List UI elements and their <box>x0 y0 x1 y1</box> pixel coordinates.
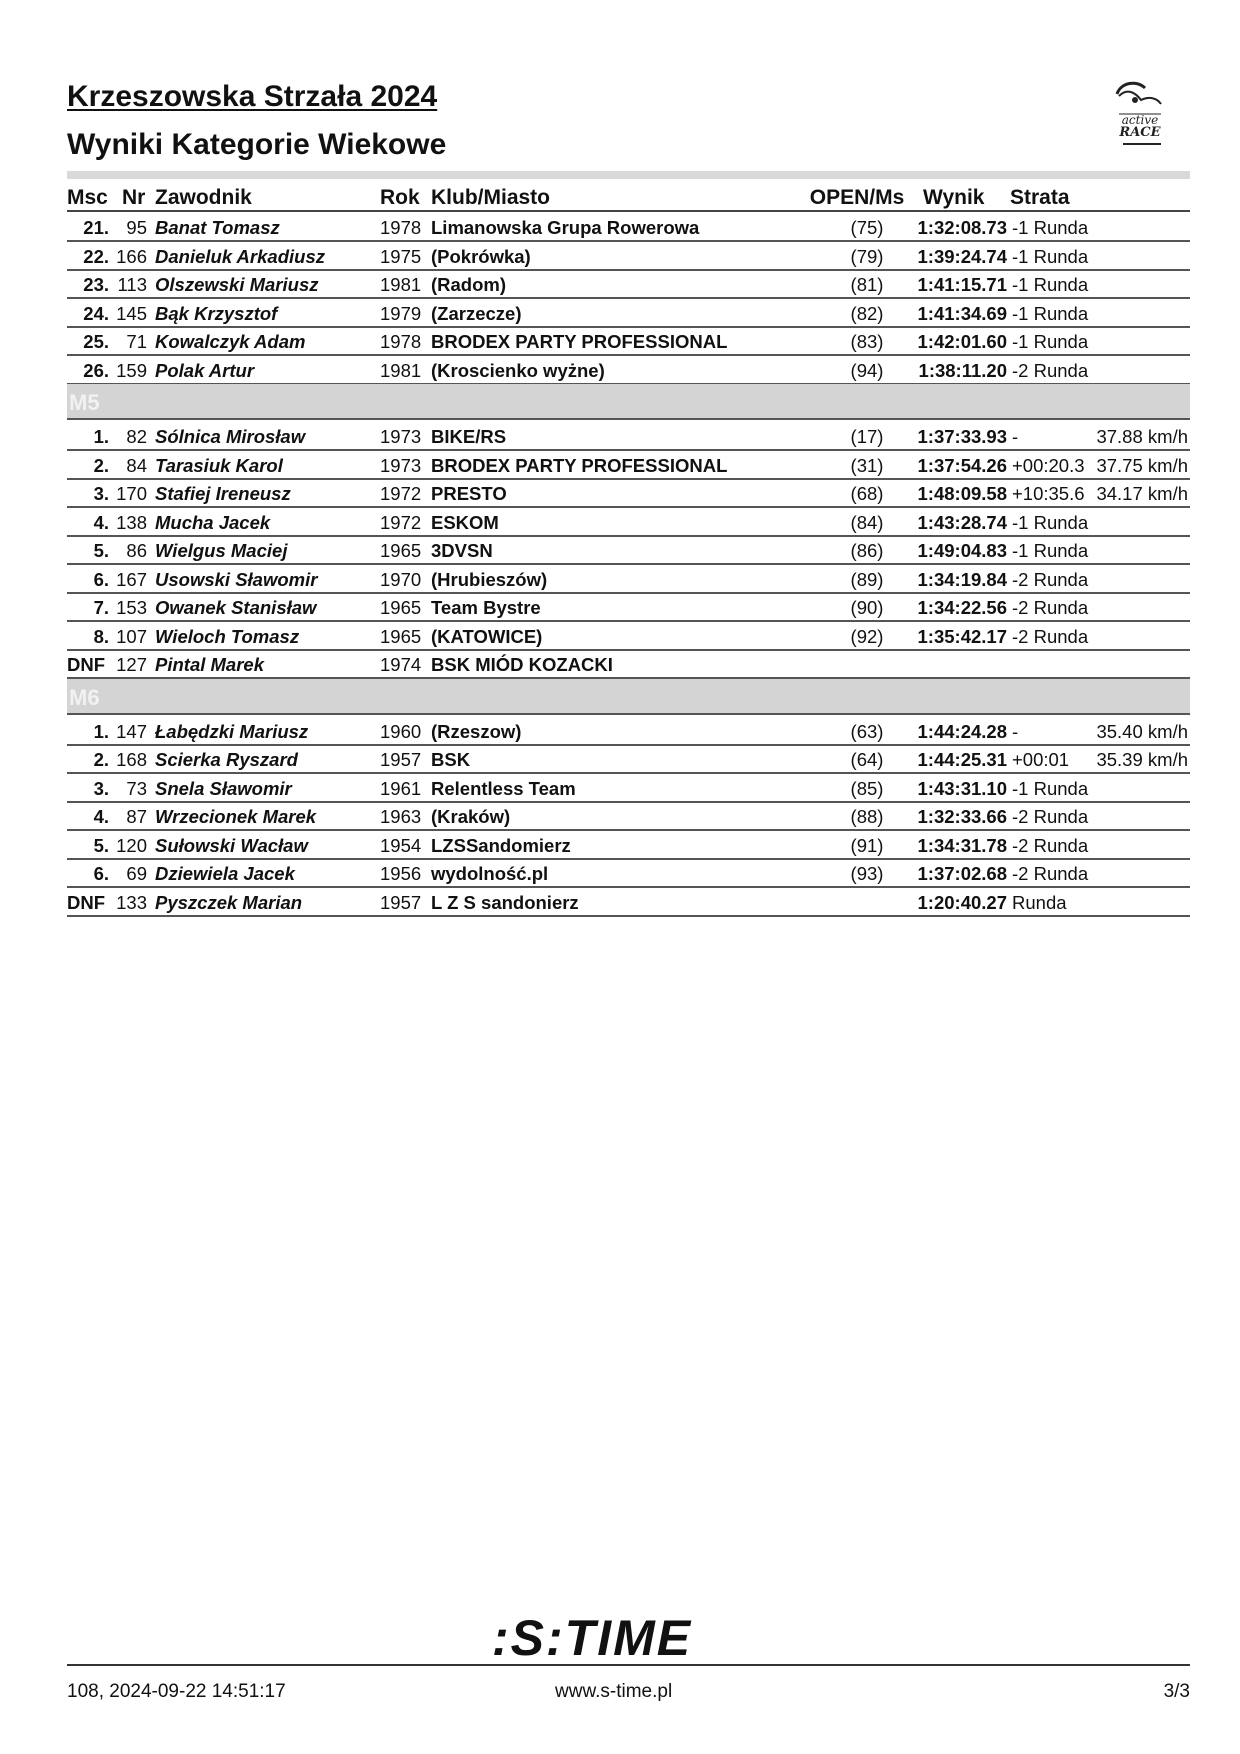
cell-strata: -2 Runda <box>1012 597 1089 618</box>
cell-name: Sólnica Mirosław <box>155 426 306 447</box>
cell-open: (91) <box>850 834 884 856</box>
cell-rok: 1965 <box>380 540 422 561</box>
table-row <box>67 536 1190 565</box>
cell-speed: 34.17 km/h <box>1096 483 1188 504</box>
cell-strata: -2 Runda <box>1012 568 1089 590</box>
table-row <box>67 831 1190 860</box>
footer-page-number: 3/3 <box>1163 1681 1190 1702</box>
cell-msc: 1. <box>93 426 109 447</box>
svg-text:active: active <box>1121 113 1159 127</box>
cell-open: (64) <box>850 749 884 770</box>
cell-name: Banat Tomasz <box>155 217 280 238</box>
cell-strata: -2 Runda <box>1012 863 1089 884</box>
table-row <box>67 327 1190 356</box>
cell-msc: DNF <box>67 891 106 913</box>
cell-open: (81) <box>850 274 884 295</box>
cell-klub: (Kraków) <box>431 806 511 827</box>
category-label: M5 <box>69 390 100 415</box>
cell-msc: 25. <box>83 331 109 352</box>
cell-rok: 1978 <box>380 217 422 238</box>
cell-wynik: 1:44:25.31 <box>917 749 1007 770</box>
cell-name: Dziewiela Jacek <box>155 863 295 884</box>
cell-wynik: 1:49:04.83 <box>917 540 1007 561</box>
table-row <box>67 422 1190 451</box>
category-header <box>67 679 1190 715</box>
cell-msc: 5. <box>93 834 109 856</box>
active-race-logo <box>1105 78 1175 150</box>
cell-msc: 3. <box>93 483 109 504</box>
table-row <box>67 356 1190 385</box>
table-row <box>67 565 1190 594</box>
cell-name: Danieluk Arkadiusz <box>155 245 325 267</box>
cell-nr: 113 <box>117 274 147 295</box>
col-strata: Strata <box>1010 186 1070 209</box>
cell-klub: 3DVSN <box>431 540 493 561</box>
cell-nr: 87 <box>126 806 147 827</box>
cell-klub: BSK MIÓD KOZACKI <box>431 654 613 675</box>
cell-msc: 2. <box>93 454 109 476</box>
cell-wynik: 1:37:02.68 <box>917 863 1007 884</box>
cell-nr: 145 <box>116 302 147 324</box>
cell-rok: 1961 <box>380 777 422 799</box>
table-row <box>67 213 1190 242</box>
cell-speed: 37.75 km/h <box>1096 454 1188 476</box>
cell-nr: 159 <box>116 359 147 381</box>
cell-open: (79) <box>850 245 884 267</box>
cell-msc: 26. <box>83 359 109 381</box>
cell-speed: 35.39 km/h <box>1096 749 1188 770</box>
cell-nr: 84 <box>126 454 147 476</box>
cell-open: (63) <box>850 720 884 742</box>
cell-strata: - <box>1012 426 1019 447</box>
cell-strata: +10:35.6 <box>1012 483 1085 504</box>
cell-rok: 1974 <box>380 654 422 675</box>
col-klub: Klub/Miasto <box>431 186 550 209</box>
col-open: OPEN/Ms <box>809 186 905 209</box>
cell-wynik: 1:20:40.27 <box>917 891 1007 913</box>
cell-strata: -2 Runda <box>1012 625 1089 647</box>
cell-msc: DNF <box>67 654 106 675</box>
cell-speed: 35.40 km/h <box>1096 720 1188 742</box>
table-row <box>67 299 1190 328</box>
cell-nr: 71 <box>126 331 147 352</box>
cell-klub: wydolność.pl <box>431 863 549 884</box>
cell-open: (93) <box>850 863 884 884</box>
cell-rok: 1972 <box>380 511 422 533</box>
cell-open: (75) <box>850 217 884 238</box>
cell-klub: BSK <box>431 749 471 770</box>
cell-rok: 1965 <box>380 597 422 618</box>
cell-name: Wielgus Maciej <box>155 540 288 561</box>
cell-klub: L Z S sandonierz <box>431 891 579 913</box>
cell-klub: (Zarzecze) <box>431 302 522 324</box>
cell-name: Wieloch Tomasz <box>155 625 300 647</box>
col-nr: Nr <box>122 186 146 209</box>
table-row <box>67 774 1190 803</box>
cell-wynik: 1:38:11.20 <box>918 359 1007 381</box>
cell-klub: Relentless Team <box>431 777 576 799</box>
header-divider <box>67 171 1190 179</box>
cell-msc: 5. <box>93 540 109 561</box>
cell-name: Sułowski Wacław <box>155 834 308 856</box>
table-row <box>67 270 1190 299</box>
cell-wynik: 1:48:09.58 <box>917 483 1007 504</box>
cell-open: (82) <box>850 302 884 324</box>
cell-msc: 22. <box>83 245 109 267</box>
cell-nr: 73 <box>126 777 147 799</box>
cell-nr: 153 <box>116 597 147 618</box>
table-row <box>67 745 1190 774</box>
cell-klub: (Pokrówka) <box>431 245 531 267</box>
col-wynik: Wynik <box>923 186 985 209</box>
page-title: Krzeszowska Strzała 2024 <box>67 80 438 113</box>
cell-name: Snela Sławomir <box>155 777 292 799</box>
cell-name: Owanek Stanisław <box>155 597 317 618</box>
cell-klub: BRODEX PARTY PROFESSIONAL <box>431 331 728 352</box>
cell-msc: 6. <box>93 863 109 884</box>
table-row <box>67 622 1190 651</box>
footer-timestamp: 108, 2024-09-22 14:51:17 <box>67 1681 286 1702</box>
cell-wynik: 1:32:08.73 <box>917 217 1007 238</box>
cell-name: Mucha Jacek <box>155 511 271 533</box>
cell-msc: 7. <box>93 597 109 618</box>
cell-strata: -2 Runda <box>1012 834 1089 856</box>
cell-open: (83) <box>850 331 884 352</box>
cell-rok: 1981 <box>380 359 422 381</box>
cell-strata: -1 Runda <box>1012 245 1089 267</box>
cell-name: Wrzecionek Marek <box>155 806 317 827</box>
cell-msc: 4. <box>93 511 109 533</box>
cell-msc: 3. <box>93 777 109 799</box>
cell-rok: 1954 <box>380 834 422 856</box>
cell-name: Polak Artur <box>155 359 255 381</box>
cell-rok: 1957 <box>380 891 422 913</box>
cell-nr: 127 <box>116 654 147 675</box>
cell-name: Olszewski Mariusz <box>155 274 319 295</box>
cell-nr: 138 <box>116 511 147 533</box>
table-row <box>67 859 1190 888</box>
s-time-logo: :S:TIME <box>492 1610 693 1666</box>
cell-open: (68) <box>850 483 884 504</box>
cell-klub: (Kroscienko wyżne) <box>431 359 605 381</box>
cell-msc: 21. <box>83 217 109 238</box>
cell-nr: 133 <box>116 891 147 913</box>
cell-speed: 37.88 km/h <box>1096 426 1188 447</box>
cell-rok: 1956 <box>380 863 422 884</box>
cell-strata: -1 Runda <box>1012 511 1089 533</box>
cell-strata: - <box>1012 720 1019 742</box>
cell-strata: -1 Runda <box>1012 302 1089 324</box>
cell-strata: -1 Runda <box>1012 777 1089 799</box>
cell-klub: Limanowska Grupa Rowerowa <box>431 217 700 238</box>
cell-strata: +00:20.3 <box>1012 454 1085 476</box>
cell-strata: -1 Runda <box>1012 331 1089 352</box>
cell-klub: (Hrubieszów) <box>431 568 548 590</box>
table-row <box>67 593 1190 622</box>
cell-open: (89) <box>850 568 884 590</box>
cell-name: Kowalczyk Adam <box>155 331 306 352</box>
cell-rok: 1981 <box>380 274 422 295</box>
cell-wynik: 1:39:24.74 <box>917 245 1007 267</box>
cell-msc: 23. <box>83 274 109 295</box>
cell-msc: 2. <box>93 749 109 770</box>
cell-rok: 1963 <box>380 806 422 827</box>
cell-open: (90) <box>850 597 884 618</box>
cell-rok: 1973 <box>380 454 422 476</box>
cell-msc: 8. <box>93 625 109 647</box>
table-header <box>67 183 1190 212</box>
cell-rok: 1973 <box>380 426 422 447</box>
cell-open: (84) <box>850 511 884 533</box>
cell-rok: 1965 <box>380 625 422 647</box>
cell-nr: 107 <box>116 625 147 647</box>
cell-nr: 166 <box>116 245 147 267</box>
cell-wynik: 1:35:42.17 <box>917 625 1007 647</box>
table-row <box>67 508 1190 537</box>
cell-name: Scierka Ryszard <box>155 749 298 770</box>
cell-rok: 1972 <box>380 483 422 504</box>
cell-name: Pintal Marek <box>155 654 264 675</box>
cell-wynik: 1:44:24.28 <box>917 720 1007 742</box>
cell-strata: -2 Runda <box>1012 806 1089 827</box>
footer-divider <box>67 1664 1190 1666</box>
cell-wynik: 1:43:31.10 <box>917 777 1007 799</box>
footer-url: www.s-time.pl <box>555 1681 673 1702</box>
cell-open: (17) <box>850 426 884 447</box>
cell-msc: 4. <box>93 806 109 827</box>
cell-open: (92) <box>850 625 884 647</box>
cell-klub: BRODEX PARTY PROFESSIONAL <box>431 454 728 476</box>
category-header <box>67 384 1190 420</box>
cell-nr: 167 <box>116 568 147 590</box>
svg-text:RACE: RACE <box>1119 125 1161 140</box>
cell-wynik: 1:32:33.66 <box>917 806 1007 827</box>
cell-rok: 1978 <box>380 331 422 352</box>
cell-open: (86) <box>850 540 884 561</box>
cell-nr: 147 <box>116 720 147 742</box>
cell-strata: Runda <box>1012 891 1067 913</box>
cell-nr: 168 <box>116 749 147 770</box>
cell-klub: (Rzeszow) <box>431 720 522 742</box>
cell-wynik: 1:41:34.69 <box>917 302 1007 324</box>
cell-name: Pyszczek Marian <box>155 891 303 913</box>
cell-nr: 95 <box>126 217 147 238</box>
cell-wynik: 1:37:33.93 <box>917 426 1007 447</box>
cell-rok: 1979 <box>380 302 422 324</box>
cell-name: Tarasiuk Karol <box>155 454 283 476</box>
cell-wynik: 1:41:15.71 <box>917 274 1007 295</box>
cell-nr: 82 <box>126 426 147 447</box>
cell-nr: 69 <box>126 863 147 884</box>
cell-wynik: 1:43:28.74 <box>917 511 1007 533</box>
table-row <box>67 451 1190 480</box>
cell-strata: -1 Runda <box>1012 217 1089 238</box>
cell-name: Stafiej Ireneusz <box>155 483 291 504</box>
cell-rok: 1960 <box>380 720 422 742</box>
table-row <box>67 717 1190 746</box>
cell-wynik: 1:37:54.26 <box>917 454 1007 476</box>
cell-name: Usowski Sławomir <box>155 568 318 590</box>
cell-wynik: 1:42:01.60 <box>917 331 1007 352</box>
cell-strata: -1 Runda <box>1012 274 1089 295</box>
table-row <box>67 888 1190 917</box>
cell-wynik: 1:34:31.78 <box>917 834 1007 856</box>
cell-rok: 1957 <box>380 749 422 770</box>
cell-klub: BIKE/RS <box>431 426 507 447</box>
cell-wynik: 1:34:22.56 <box>917 597 1007 618</box>
table-row <box>67 802 1190 831</box>
page-subtitle: Wyniki Kategorie Wiekowe <box>67 128 447 161</box>
cell-nr: 120 <box>116 834 147 856</box>
table-row <box>67 242 1190 271</box>
cell-nr: 86 <box>126 540 147 561</box>
table-row <box>67 479 1190 508</box>
cell-msc: 6. <box>93 568 109 590</box>
cell-wynik: 1:34:19.84 <box>917 568 1007 590</box>
cell-open: (94) <box>850 359 884 381</box>
cell-name: Łabędzki Mariusz <box>155 720 309 742</box>
cell-msc: 24. <box>83 302 109 324</box>
cell-open: (85) <box>850 777 884 799</box>
cell-rok: 1975 <box>380 245 422 267</box>
category-label: M6 <box>69 684 100 710</box>
cell-klub: LZSSandomierz <box>431 834 571 856</box>
cell-open: (88) <box>850 806 884 827</box>
cell-klub: (KATOWICE) <box>431 625 543 647</box>
col-rok: Rok <box>380 186 420 209</box>
cell-strata: +00:01 <box>1012 749 1070 770</box>
cell-rok: 1970 <box>380 568 422 590</box>
col-zawodnik: Zawodnik <box>155 186 252 209</box>
cell-msc: 1. <box>93 720 109 742</box>
table-row <box>67 650 1190 679</box>
cell-klub: ESKOM <box>431 511 499 533</box>
cell-klub: Team Bystre <box>431 597 541 618</box>
cell-nr: 170 <box>116 483 147 504</box>
cell-klub: (Radom) <box>431 274 507 295</box>
cell-strata: -2 Runda <box>1012 359 1089 381</box>
cell-name: Bąk Krzysztof <box>155 302 278 324</box>
col-msc: Msc <box>67 186 108 209</box>
cell-strata: -1 Runda <box>1012 540 1089 561</box>
cell-klub: PRESTO <box>431 483 507 504</box>
cell-open: (31) <box>850 454 884 476</box>
